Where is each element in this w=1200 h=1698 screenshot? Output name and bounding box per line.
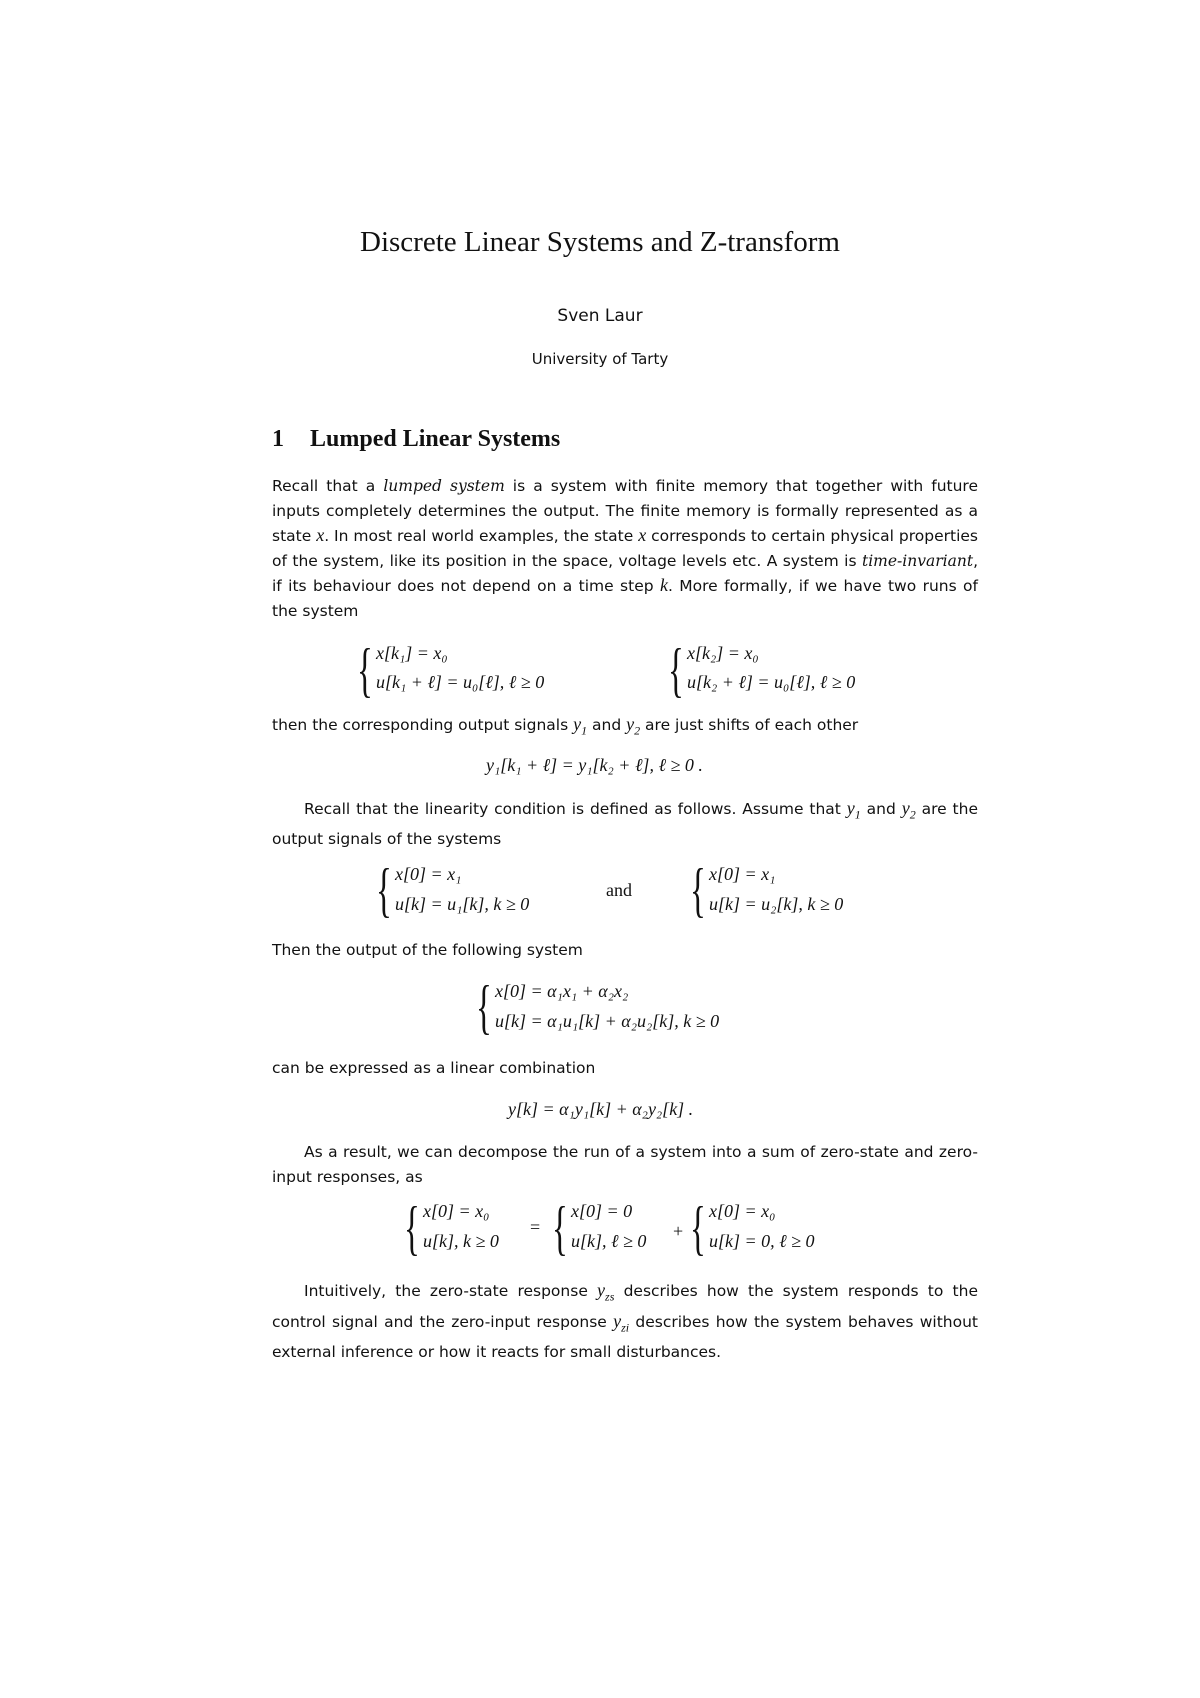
equation-dec2-line2: u[k], ℓ ≥ 0 [571,1231,647,1251]
section-heading [272,426,560,453]
brace-comb: { [476,974,492,1040]
equation-sys1-line1: x[0] = x₁ [395,864,462,884]
equation-run1-line2: u[k₁ + ℓ] = u₀[ℓ], ℓ ≥ 0 [376,672,545,692]
paragraph-lumped-system: Recall that a lumped system is a system with finite memory that together with future inputs completely determines the output. The finite memory is formally represented as a state x. In most real world examples, the state x corresponds to certain physical properties of the system, like its position in the space, voltage levels etc. A system is time-invariant, if its behaviour does not depend on a time step k. More formally, if we have two runs of the system [272,477,978,620]
equation-dec3-line1: x[0] = x₀ [709,1201,776,1221]
equation-comb-line1: x[0] = α₁x₁ + α₂x₂ [495,981,629,1001]
paragraph-output-shift: then the corresponding output signals $y_1$ and $y_2$ are just shifts of each other [272,714,859,738]
equation-sys2-line2: u[k] = u₂[k], k ≥ 0 [709,894,844,914]
equation-dec1-line2: u[k], k ≥ 0 [423,1231,499,1251]
section-title: Lumped Linear Systems [310,426,561,452]
equation-sys2-line1: x[0] = x₁ [709,864,776,884]
paragraph-linearity: Recall that the linearity condition is defined as follows. Assume that $y_1$ and $y_2$ are the output signals of the systems [272,798,978,849]
equation-run2-line2: u[k₂ + ℓ] = u₀[ℓ], ℓ ≥ 0 [687,672,856,692]
brace-run1: { [357,637,373,703]
paper-title: Discrete Linear Systems and Z-transform [360,226,840,258]
brace-dec3: { [690,1195,706,1261]
brace-dec2: { [552,1195,568,1261]
equation-shift: y₁[k₁ + ℓ] = y₁[k₂ + ℓ], ℓ ≥ 0 . [486,755,703,775]
equals-sign: = [530,1217,541,1237]
section-number: 1 [272,426,284,452]
equation-linear-combination: y[k] = α₁y₁[k] + α₂y₂[k] . [508,1099,694,1119]
paragraph-intuition: Intuitively, the zero-state response $y_{zs}$ describes how the system responds to the control signal and the zero-input response $y_{zi}$ describes how the system behaves without external inference or how it reacts for small disturbances. [272,1280,978,1362]
paragraph-following-system: Then the output of the following system [272,941,583,959]
equation-dec3-line2: u[k] = 0, ℓ ≥ 0 [709,1231,815,1251]
brace-sys1: { [376,857,392,923]
brace-run2: { [668,637,684,703]
plus-sign: + [673,1221,684,1241]
author-name: Sven Laur [557,306,643,326]
paragraph-decompose: As a result, we can decompose the run of a system into a sum of zero-state and zero-input responses, as [272,1143,978,1186]
affiliation: University of Tarty [531,350,669,368]
equation-sys1-line2: u[k] = u₁[k], k ≥ 0 [395,894,530,914]
term-time-invariant: time-invariant [862,551,974,570]
equation-run2-line1: x[k₂] = x₀ [687,643,759,663]
word-and: and [606,880,632,900]
brace-dec1: { [404,1195,420,1261]
term-lumped-system: lumped system [383,477,505,495]
equation-run1-line1: x[k₁] = x₀ [376,643,448,663]
equation-dec1-line1: x[0] = x₀ [423,1201,490,1221]
equation-comb-line2: u[k] = α₁u₁[k] + α₂u₂[k], k ≥ 0 [495,1011,720,1031]
equation-dec2-line1: x[0] = 0 [571,1201,633,1221]
paragraph-linear-combination: can be expressed as a linear combination [272,1059,596,1077]
brace-sys2: { [690,857,706,923]
